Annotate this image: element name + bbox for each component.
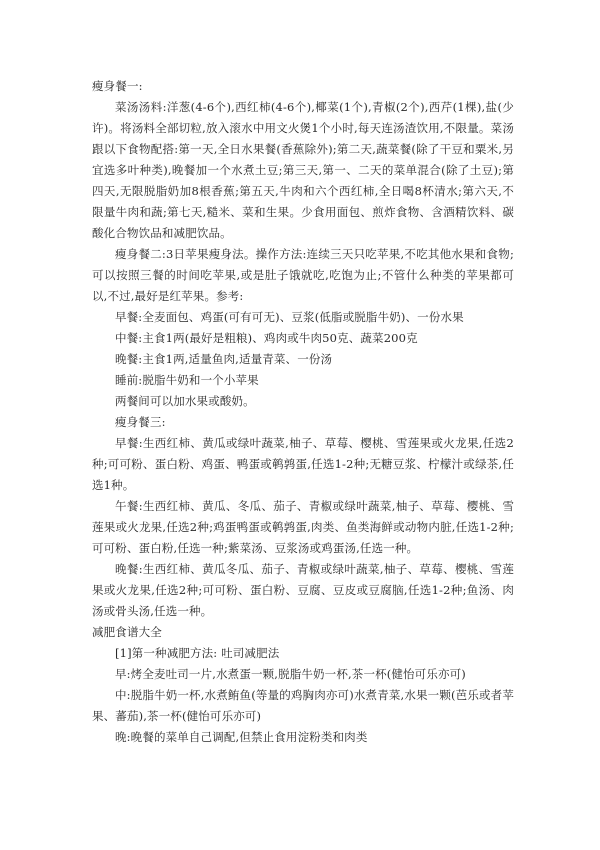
section3-heading: 瘦身餐三:	[115, 415, 166, 429]
section4-breakfast: 早:烤全麦吐司一片,水煮蛋一颗,脱脂牛奶一杯,茶一杯(健怡可乐亦可)	[115, 667, 466, 681]
section4-heading: 减肥食谱大全	[92, 625, 162, 639]
section3-breakfast: 早餐:生西红柿、黄瓜或绿叶蔬菜,柚子、草莓、樱桃、雪莲果或火龙果,任选2种;可可粉、蛋白粉、鸡蛋、鸭蛋或鹌鹑蛋,任选1-2种;无糖豆浆、柠檬汁或绿茶,任选1种。	[92, 436, 514, 492]
section4-lunch: 中:脱脂牛奶一杯,水煮鲔鱼(等量的鸡胸肉亦可)水煮青菜,水果一颗(芭乐或者苹果、蕃茄),茶一杯(健怡可乐亦可)	[92, 688, 514, 723]
section3-lunch: 午餐:生西红柿、黄瓜、冬瓜、茄子、青椒或绿叶蔬菜,柚子、草莓、樱桃、雪莲果或火龙果,任选2种;鸡蛋鸭蛋或鹌鹑蛋,肉类、鱼类海鲜或动物内脏,任选1-2种;可可粉、蛋白粉,任选一种;紫菜汤、豆浆汤或鸡蛋汤,任选一种。	[92, 499, 514, 555]
section4-method: [1]第一种减肥方法: 吐司减肥法	[115, 646, 280, 660]
document-body	[92, 76, 514, 748]
section2-breakfast: 早餐:全麦面包、鸡蛋(可有可无)、豆浆(低脂或脱脂牛奶)、一份水果	[115, 310, 464, 324]
section2-lunch: 中餐:主食1两(最好是粗粮)、鸡肉或牛肉50克、蔬菜200克	[115, 331, 418, 345]
section1-body: 菜汤汤料:洋葱(4-6个),西红柿(4-6个),椰菜(1个),青椒(2个),西芹(1棵),盐(少许)。将汤料全部切粒,放入滚水中用文火煲1个小时,每天连汤渣饮用,不限量。菜汤跟以下食物配搭:第一天,全日水果餐(香蕉除外);第二天,蔬菜餐(除了干豆和粟米,另宜选多叶种类),晚餐加一个水煮土豆;第三天,第一、二天的菜单混合(除了土豆);第四天,无限脱脂奶加8根香蕉;第五天,牛肉和六个西红柿,全日喝8杯清水;第六天,不限量牛肉和蔬;第七天,糙米、菜和生果。少食用面包、煎炸食物、含酒精饮料、碳酸化合物饮品和减肥饮品。	[92, 100, 514, 240]
section2-bedtime: 睡前:脱脂牛奶和一个小苹果	[115, 373, 259, 387]
section4-dinner: 晚:晚餐的菜单自己调配,但禁止食用淀粉类和肉类	[115, 730, 368, 744]
section2-between: 两餐间可以加水果或酸奶。	[115, 394, 255, 408]
section3-dinner: 晚餐:生西红柿、黄瓜冬瓜、茄子、青椒或绿叶蔬菜,柚子、草莓、樱桃、雪莲果或火龙果,任选2种;可可粉、蛋白粉、豆腐、豆皮或豆腐脑,任选1-2种;鱼汤、肉汤或骨头汤,任选一种。	[92, 562, 514, 618]
section1-heading: 瘦身餐一:	[92, 79, 143, 93]
section2-dinner: 晚餐:主食1两,适量鱼肉,适量青菜、一份汤	[115, 352, 333, 366]
section2-intro: 瘦身餐二:3日苹果瘦身法。操作方法:连续三天只吃苹果,不吃其他水果和食物;可以按照三餐的时间吃苹果,或是肚子饿就吃,吃饱为止;不管什么种类的苹果都可以,不过,最好是红苹果。参考:	[92, 247, 514, 303]
